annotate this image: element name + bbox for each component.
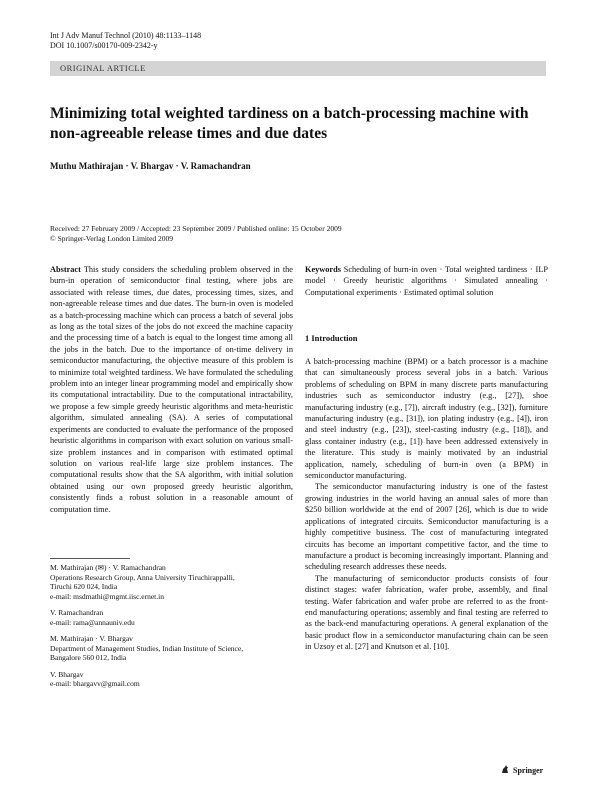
affiliation-email[interactable]: e-mail: msdmathi@mgmt.iisc.ernet.in (50, 591, 164, 601)
publisher-logo (500, 761, 543, 779)
section-heading-introduction: 1 Introduction (305, 333, 358, 343)
affiliation-entry (50, 670, 293, 689)
publisher-name: Springer (513, 765, 544, 775)
publication-dates (50, 224, 342, 244)
springer-horse-icon (500, 761, 510, 779)
intro-paragraph: A batch-processing machine (BPM) or a batch processor is a machine that can simultaneously process several jobs in a batch. Various problems of scheduling on BPM in many discrete parts manufacturing industries such as semiconductor industry (e.g., [27]), shoe manufacturing industry (e.g., [7]), aircraft industry (e.g., [32]), furniture manufacturing industry (e.g., [31]), ion plating industry (e.g., [4]), iron and steel industry (e.g., [23]), steel-casting industry (e.g., [18]), and glass container industry (e.g., [1]) have been addressed extensively in the literature. This study is mainly motivated by an industrial application, namely, scheduling of burn-in oven (a BPM) in semiconductor manufacturing. (305, 357, 548, 481)
affiliations (50, 563, 293, 689)
received-accepted-dates: Received: 27 February 2009 / Accepted: 23 September 2009 / Published online: 15 October 2009 (50, 224, 342, 233)
affiliation-email[interactable]: e-mail: rama@annauniv.edu (50, 617, 135, 627)
journal-header (50, 31, 201, 51)
keywords-text: Scheduling of burn-in oven · Total weighted tardiness · ILP model · Greedy heuristic algorithms · Simulated annealing · Computational experiments · Estimated optimal solution (305, 265, 548, 297)
affiliation-email[interactable]: e-mail: bhargavv@gmail.com (50, 679, 140, 688)
affiliation-org: Operations Research Group, Anna University Tiruchirappalli, (50, 572, 235, 582)
affiliation-authors: M. Mathirajan · V. Bhargav (50, 634, 133, 643)
introduction-body (305, 356, 548, 653)
intro-paragraph: The manufacturing of semiconductor products consists of four distinct stages: wafer fabrication, wafer probe, assembly, and final testing. Wafer fabrication and wafer probe are referred to as the front-end manufacturing operations; assembly and final testing are referred to as the back-end manufacturing operations. A general explanation of the basic product flow in a semiconductor manufacturing chain can be seen in Uzsoy et al. [27] and Knutson et al. [10]. (305, 573, 548, 652)
journal-citation: Int J Adv Manuf Technol (2010) 48:1133–1148 (50, 31, 202, 40)
affiliation-entry (50, 634, 293, 663)
article-type-banner (50, 61, 546, 76)
affiliation-authors: V. Bhargav (50, 669, 84, 679)
affiliation-entry (50, 608, 293, 627)
paper-title: Minimizing total weighted tardiness on a batch-processing machine with non-agreeable release times and due dates (50, 105, 529, 142)
keywords-block (305, 264, 548, 298)
article-type-label: ORIGINAL ARTICLE (60, 63, 146, 73)
affiliation-address: Tiruchi 620 024, India (50, 582, 118, 591)
journal-doi: DOI 10.1007/s00170-009-2342-y (50, 41, 158, 50)
affiliation-org: Department of Management Studies, Indian Institute of Science, (50, 643, 244, 653)
affiliation-authors: V. Ramachandran (50, 608, 104, 617)
affiliation-entry (50, 563, 293, 601)
affiliation-address: Bangalore 560 012, India (50, 653, 127, 662)
copyright-line: © Springer-Verlag London Limited 2009 (50, 234, 174, 243)
footnote-divider (50, 558, 130, 559)
abstract-text: This study considers the scheduling problem observed in the burn-in operation of semiconductor final testing, where jobs are associated with release times, due dates, processing times, sizes, and non-agreeable release times and due dates. The burn-in oven is modeled as a batch-processing machine which can process a batch of several jobs as long as the total sizes of the jobs do not exceed the machine capacity and the processing time of a batch is equal to the longest time among all the jobs in the batch. Due to the importance of on-time delivery in semiconductor manufacturing, the objective measure of this problem is to minimize total weighted tardiness. We have formulated the scheduling problem into an integer linear programming model and empirically show its computational intractability. Due to the computational intractability, we propose a few simple greedy heuristic algorithms and meta-heuristic algorithm, simulated annealing (SA). A series of computational experiments are conducted to evaluate the performance of the proposed heuristic algorithms in comparison with exact solution on various small-size problem instances and in comparison with estimated optimal solution on various real-life large size problem instances. The computational results show that the SA algorithm, with initial solution obtained using our own proposed greedy heuristic algorithm, consistently finds a robust solution in a reasonable amount of computation time. (50, 265, 293, 514)
author-list: Muthu Mathirajan · V. Bhargav · V. Ramachandran (50, 161, 251, 171)
intro-paragraph: The semiconductor manufacturing industry is one of the fastest growing industries in the world having an annual sales of more than $250 billion worldwide at the end of 2007 [26], which is due to wide applications of integrated circuits. Semiconductor manufacturing is a highly competitive business. The cost of manufacturing integrated circuits has become an important competitive factor, and the time to manufacture a product is becoming increasingly important. Planning and scheduling research addresses these needs. (305, 482, 548, 572)
abstract-block (50, 264, 293, 515)
keywords-heading: Keywords (305, 265, 341, 274)
affiliation-authors: M. Mathirajan (✉) · V. Ramachandran (50, 563, 166, 572)
abstract-heading: Abstract (50, 265, 81, 274)
